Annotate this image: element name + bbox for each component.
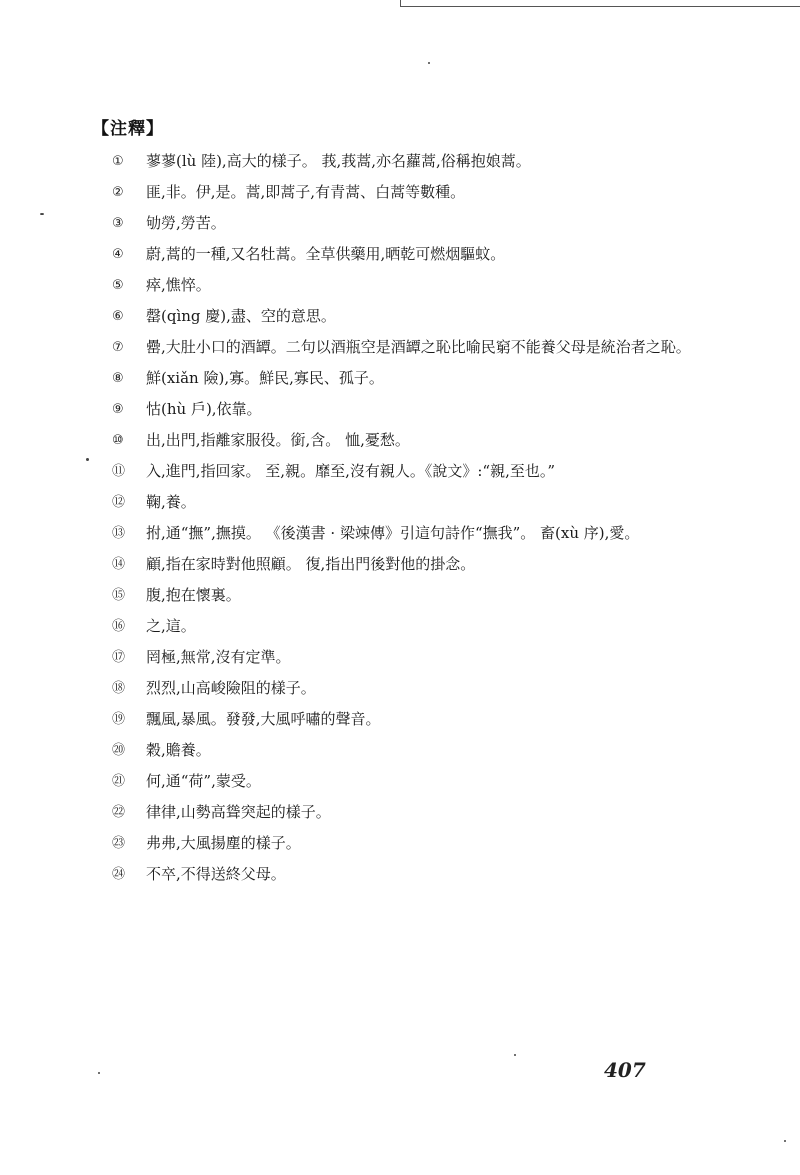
- note-text: 律律,山勢高聳突起的樣子。: [146, 803, 331, 821]
- scan-speck: [784, 1140, 786, 1142]
- note-text: 顧,指在家時對他照顧。 復,指出門後對他的掛念。: [146, 555, 476, 573]
- section-heading: 【注釋】: [92, 119, 164, 139]
- note-text: 鮮(xiǎn 險),寡。鮮民,寡民、孤子。: [146, 369, 384, 387]
- note-text: 劬勞,勞苦。: [146, 214, 226, 232]
- note-text: 入,進門,指回家。 至,親。靡至,沒有親人。《說文》:“親,至也。”: [146, 462, 556, 480]
- note-number: ㉔: [112, 867, 126, 882]
- note-number: ⑲: [112, 712, 126, 727]
- note-number: ⑧: [112, 371, 124, 386]
- note-text: 蓼蓼(lù 陸),高大的樣子。 莪,莪蒿,亦名蘿蒿,俗稱抱娘蒿。: [146, 152, 531, 170]
- note-number: ⑥: [112, 309, 124, 324]
- note-item: [112, 363, 692, 394]
- notes-list: [112, 146, 692, 890]
- note-number: ⑭: [112, 557, 126, 572]
- scan-speck: [40, 213, 44, 215]
- note-text: 穀,贍養。: [146, 741, 211, 759]
- note-item: [112, 332, 692, 363]
- note-item: [112, 859, 692, 890]
- scan-speck: [428, 62, 430, 64]
- note-item: [112, 735, 692, 766]
- note-number: ⑫: [112, 495, 126, 510]
- note-item: [112, 580, 692, 611]
- note-item: [112, 704, 692, 735]
- note-number: ④: [112, 247, 124, 262]
- scan-speck: [86, 458, 89, 461]
- note-number: ⑪: [112, 464, 126, 479]
- note-text: 罔極,無常,沒有定準。: [146, 648, 291, 666]
- note-number: ⑮: [112, 588, 126, 603]
- note-number: ㉑: [112, 774, 126, 789]
- scan-speck: [514, 1054, 516, 1056]
- note-number: ㉒: [112, 805, 126, 820]
- note-item: [112, 239, 692, 270]
- scan-speck: [98, 1072, 100, 1074]
- note-item: [112, 301, 692, 332]
- note-number: ⑳: [112, 743, 126, 758]
- note-text: 腹,抱在懷裏。: [146, 586, 241, 604]
- note-item: [112, 549, 692, 580]
- note-item: [112, 642, 692, 673]
- note-text: 罄(qìng 慶),盡、空的意思。: [146, 307, 336, 325]
- note-text: 烈烈,山高峻險阻的樣子。: [146, 679, 316, 697]
- note-number: ⑰: [112, 650, 126, 665]
- note-item: [112, 797, 692, 828]
- note-number: ⑨: [112, 402, 124, 417]
- note-item: [112, 456, 692, 487]
- note-number: ⑯: [112, 619, 126, 634]
- note-text: 飄風,暴風。發發,大風呼嘯的聲音。: [146, 710, 381, 728]
- note-item: [112, 487, 692, 518]
- note-text: 匪,非。伊,是。蒿,即蒿子,有青蒿、白蒿等數種。: [146, 183, 466, 201]
- note-item: [112, 394, 692, 425]
- note-text: 何,通“荷”,蒙受。: [146, 772, 261, 790]
- note-item: [112, 270, 692, 301]
- note-text: 怙(hù 戶),依靠。: [146, 400, 262, 418]
- note-text: 出,出門,指離家服役。銜,含。 恤,憂愁。: [146, 431, 410, 449]
- note-number: ⑬: [112, 526, 126, 541]
- note-number: ㉓: [112, 836, 126, 851]
- note-item: [112, 766, 692, 797]
- note-number: ③: [112, 216, 124, 231]
- note-number: ⑱: [112, 681, 126, 696]
- note-text: 鞠,養。: [146, 493, 196, 511]
- note-number: ⑩: [112, 433, 124, 448]
- note-text: 蔚,蒿的一種,又名牡蒿。全草供藥用,晒乾可燃烟驅蚊。: [146, 245, 506, 263]
- note-item: [112, 177, 692, 208]
- note-number: ①: [112, 154, 124, 169]
- note-item: [112, 425, 692, 456]
- top-rule: [400, 6, 800, 7]
- note-text: 弗弗,大風揚塵的樣子。: [146, 834, 301, 852]
- note-text: 罍,大肚小口的酒罈。二句以酒瓶空是酒罈之恥比喻民窮不能養父母是統治者之恥。: [146, 338, 691, 356]
- note-item: [112, 828, 692, 859]
- note-item: [112, 146, 692, 177]
- note-item: [112, 611, 692, 642]
- note-text: 拊,通“撫”,撫摸。 《後漢書 · 梁竦傳》引這句詩作“撫我”。 畜(xù 序),愛。: [146, 524, 640, 542]
- note-item: [112, 208, 692, 239]
- note-item: [112, 673, 692, 704]
- note-item: [112, 518, 692, 549]
- note-number: ⑤: [112, 278, 124, 293]
- note-text: 之,這。: [146, 617, 196, 635]
- note-text: 不卒,不得送終父母。: [146, 865, 286, 883]
- note-text: 瘁,憔悴。: [146, 276, 211, 294]
- note-number: ②: [112, 185, 124, 200]
- note-number: ⑦: [112, 340, 124, 355]
- page-number: 407: [604, 1058, 646, 1082]
